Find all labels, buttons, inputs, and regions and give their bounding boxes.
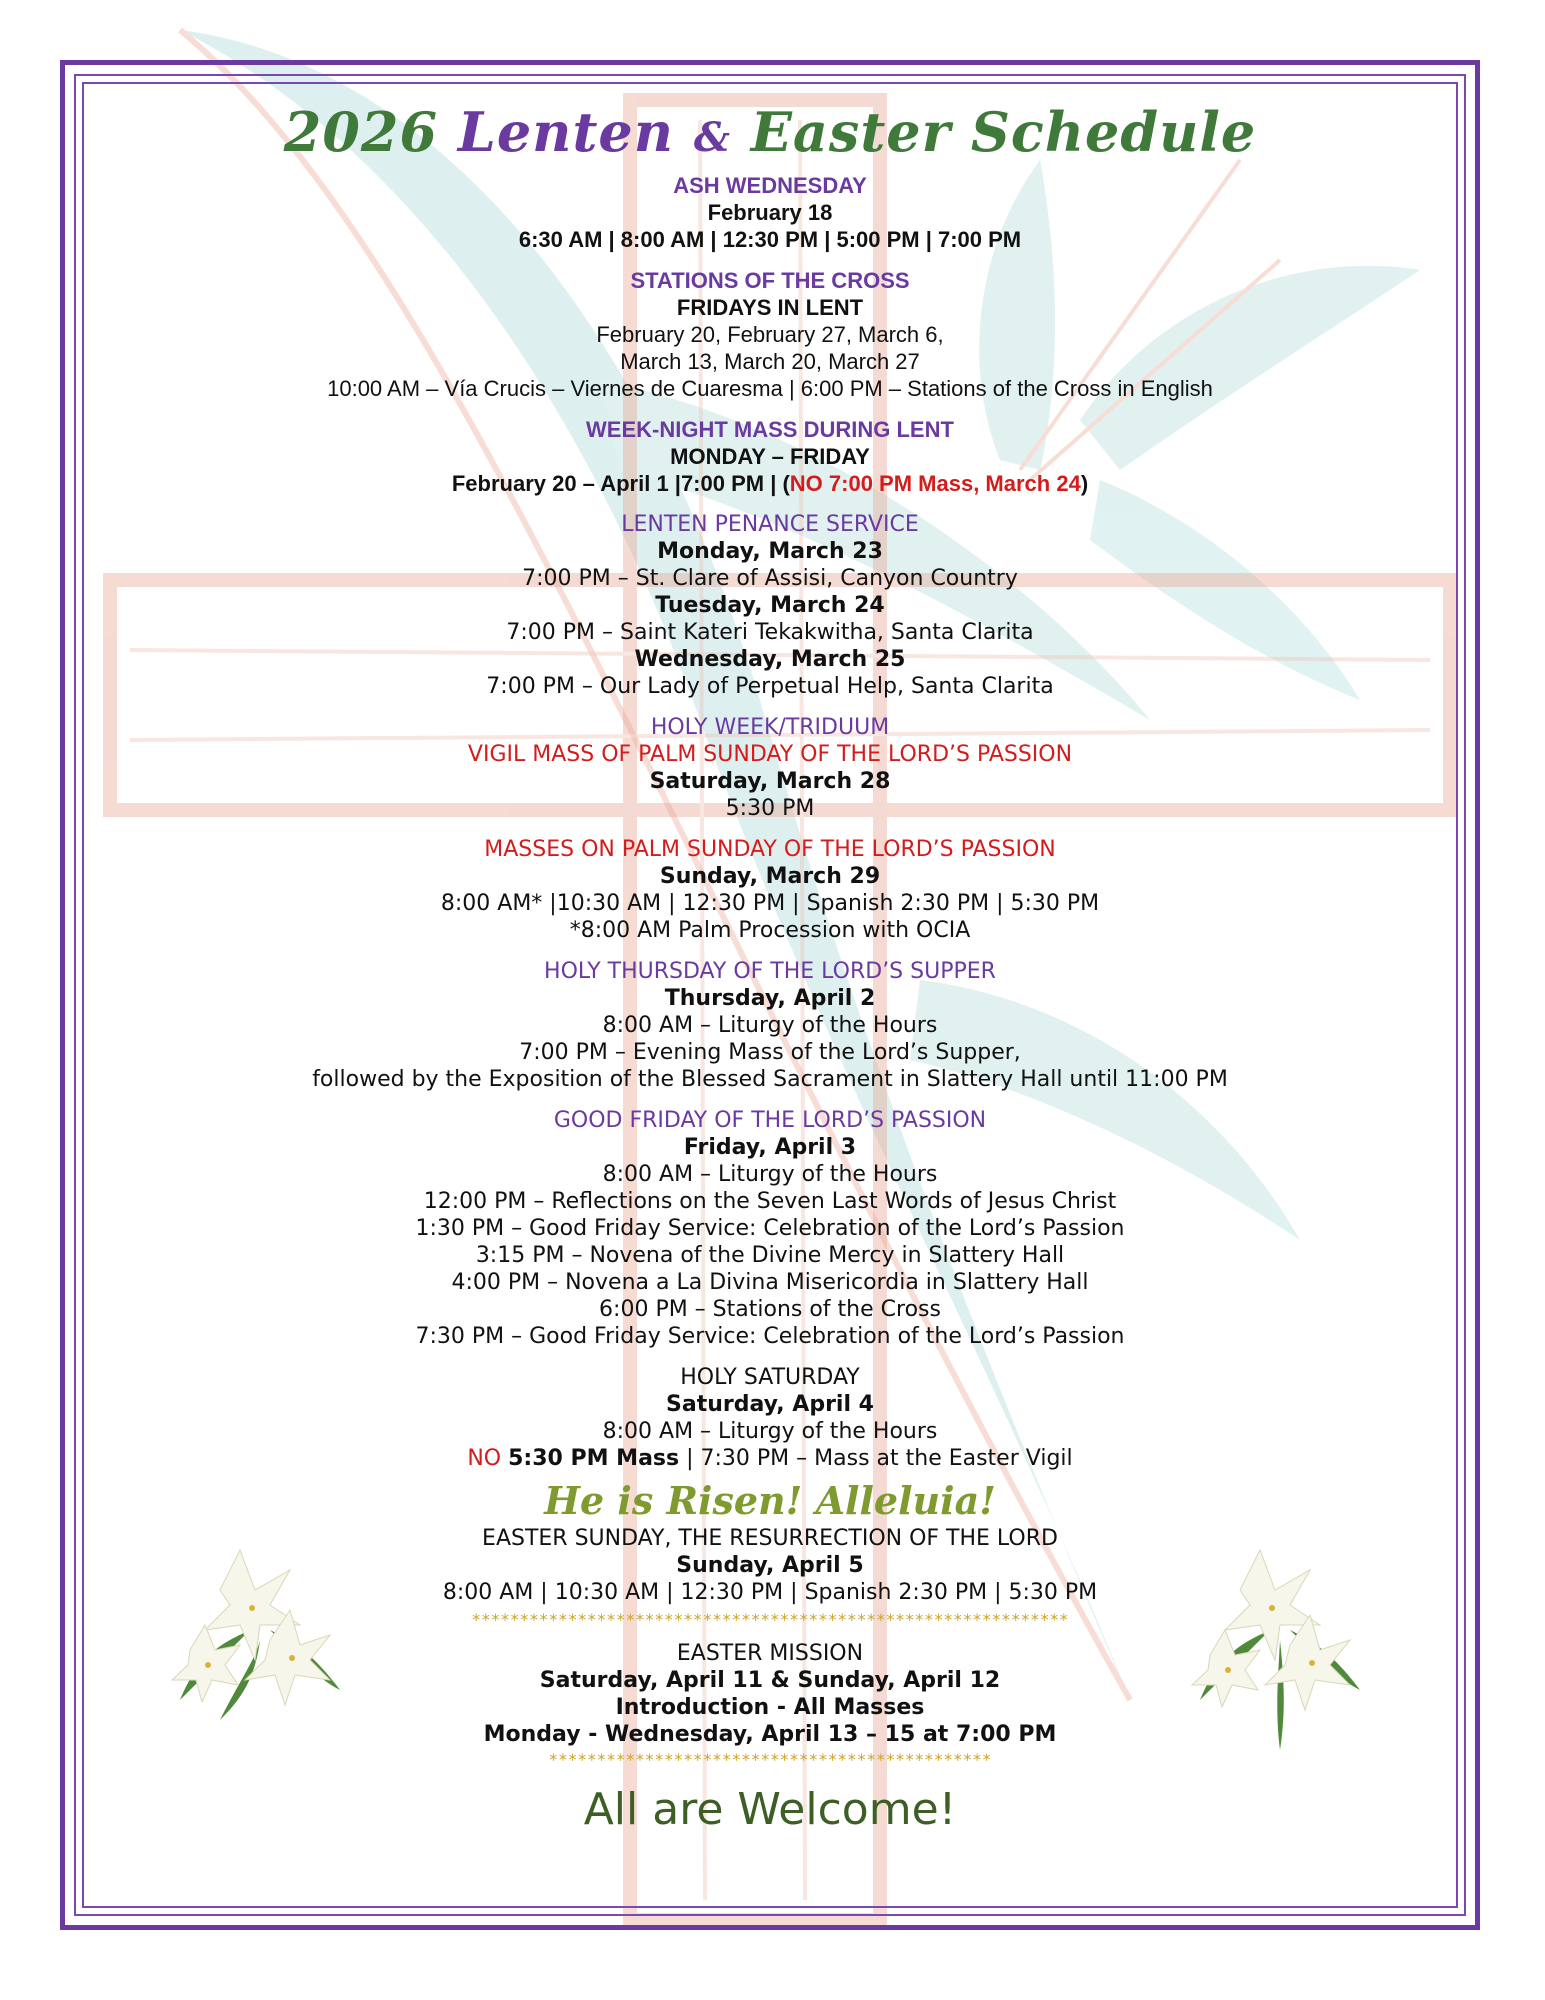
good-friday-section xyxy=(90,1107,1450,1350)
section-dates: February 20, February 27, March 6, xyxy=(596,322,944,347)
section-line: followed by the Exposition of the Blessed Sacrament in Slattery Hall until 11:00 PM xyxy=(312,1067,1228,1092)
section-line: 6:00 PM – Stations of the Cross xyxy=(599,1297,941,1322)
section-date: Saturday, April 4 xyxy=(666,1392,874,1417)
he-is-risen-banner: He is Risen! Alleluia! xyxy=(544,1478,996,1523)
star-divider: ********************************************** xyxy=(548,1750,992,1769)
section-line: Monday - Wednesday, April 13 – 15 at 7:00 PM xyxy=(483,1722,1057,1747)
section-line: 7:00 PM – Evening Mass of the Lord’s Supper, xyxy=(519,1040,1021,1065)
penance-detail: 7:00 PM – St. Clare of Assisi, Canyon Country xyxy=(522,566,1018,591)
section-heading: EASTER MISSION xyxy=(676,1641,864,1666)
section-date: February 18 xyxy=(707,200,833,225)
page-title xyxy=(90,100,1450,164)
holy-thursday-section xyxy=(90,958,1450,1093)
section-line: 8:00 AM – Liturgy of the Hours xyxy=(602,1013,938,1038)
section-date: Friday, April 3 xyxy=(683,1135,857,1160)
title-year: 2026 xyxy=(283,100,439,164)
section-heading: EASTER SUNDAY, THE RESURRECTION OF THE LORD xyxy=(482,1526,1058,1551)
section-times: 10:00 AM – Vía Crucis – Viernes de Cuaresma | 6:00 PM – Stations of the Cross in English xyxy=(327,376,1213,401)
penance-day: Tuesday, March 24 xyxy=(655,593,885,618)
times-text: February 20 – April 1 |7:00 PM | ( xyxy=(451,471,790,496)
section-heading: LENTEN PENANCE SERVICE xyxy=(621,512,919,537)
section-date: Sunday, April 5 xyxy=(676,1553,864,1578)
lily-bouquet-left-icon xyxy=(160,1530,360,1730)
penance-day: Wednesday, March 25 xyxy=(634,647,906,672)
vigil-text: | 7:30 PM – Mass at the Easter Vigil xyxy=(679,1446,1073,1471)
section-line: 8:00 AM – Liturgy of the Hours xyxy=(602,1162,938,1187)
section-times: 5:30 PM xyxy=(725,796,815,821)
section-line: 12:00 PM – Reflections on the Seven Last Words of Jesus Christ xyxy=(423,1189,1117,1214)
section-times xyxy=(90,470,1450,497)
no-mass-note: NO 7:00 PM Mass, March 24 xyxy=(789,471,1081,496)
holy-week-section xyxy=(90,714,1450,822)
section-times: 8:00 AM | 10:30 AM | 12:30 PM | Spanish 2:30 PM | 5:30 PM xyxy=(442,1580,1098,1605)
section-date: Sunday, March 29 xyxy=(659,864,881,889)
weeknight-section xyxy=(90,416,1450,497)
section-dates: March 13, March 20, March 27 xyxy=(620,349,920,374)
section-line: 1:30 PM – Good Friday Service: Celebration of the Lord’s Passion xyxy=(415,1216,1125,1241)
star-divider: ************************************************************** xyxy=(471,1610,1069,1629)
section-note: *8:00 AM Palm Procession with OCIA xyxy=(569,918,971,943)
penance-detail: 7:00 PM – Our Lady of Perpetual Help, Santa Clarita xyxy=(486,674,1054,699)
no-label: NO xyxy=(467,1446,502,1471)
section-times: 6:30 AM | 8:00 AM | 12:30 PM | 5:00 PM | 7:00 PM xyxy=(518,227,1022,252)
section-heading: ASH WEDNESDAY xyxy=(673,173,867,198)
penance-section xyxy=(90,511,1450,700)
holy-saturday-section xyxy=(90,1364,1450,1472)
title-rest: Easter Schedule xyxy=(750,100,1257,164)
title-lenten: Lenten xyxy=(457,100,675,164)
penance-detail: 7:00 PM – Saint Kateri Tekakwitha, Santa Clarita xyxy=(506,620,1034,645)
section-line: Saturday, April 11 & Sunday, April 12 xyxy=(539,1668,1001,1693)
welcome-text: All are Welcome! xyxy=(583,1784,957,1835)
section-heading: WEEK-NIGHT MASS DURING LENT xyxy=(586,417,954,442)
times-text-end: ) xyxy=(1080,471,1089,496)
section-line: 3:15 PM – Novena of the Divine Mercy in Slattery Hall xyxy=(475,1243,1065,1268)
section-date: Saturday, March 28 xyxy=(649,769,891,794)
no-mass-label: 5:30 PM Mass xyxy=(508,1446,680,1471)
section-heading: STATIONS OF THE CROSS xyxy=(630,268,910,293)
stations-section xyxy=(90,267,1450,402)
ash-wednesday-section xyxy=(90,172,1450,253)
lily-bouquet-right-icon xyxy=(1180,1530,1380,1760)
section-heading: HOLY THURSDAY OF THE LORD’S SUPPER xyxy=(544,959,996,984)
section-line: 8:00 AM – Liturgy of the Hours xyxy=(602,1419,938,1444)
section-line xyxy=(90,1445,1450,1472)
palm-sunday-section xyxy=(90,836,1450,944)
vigil-heading: VIGIL MASS OF PALM SUNDAY OF THE LORD’S PASSION xyxy=(467,742,1073,767)
section-subheading: MONDAY – FRIDAY xyxy=(670,444,870,469)
title-amp: & xyxy=(693,114,731,161)
section-line: 4:00 PM – Novena a La Divina Misericordia in Slattery Hall xyxy=(451,1270,1089,1295)
section-subheading: FRIDAYS IN LENT xyxy=(676,295,864,320)
section-line: 7:30 PM – Good Friday Service: Celebration of the Lord’s Passion xyxy=(415,1324,1125,1349)
section-times: 8:00 AM* |10:30 AM | 12:30 PM | Spanish 2:30 PM | 5:30 PM xyxy=(440,891,1100,916)
section-heading: MASSES ON PALM SUNDAY OF THE LORD’S PASSION xyxy=(484,837,1056,862)
penance-day: Monday, March 23 xyxy=(657,539,883,564)
section-heading: HOLY SATURDAY xyxy=(680,1365,860,1390)
section-line: Introduction - All Masses xyxy=(615,1695,925,1720)
section-heading: GOOD FRIDAY OF THE LORD’S PASSION xyxy=(553,1108,987,1133)
section-date: Thursday, April 2 xyxy=(664,986,876,1011)
section-heading: HOLY WEEK/TRIDUUM xyxy=(650,715,890,740)
